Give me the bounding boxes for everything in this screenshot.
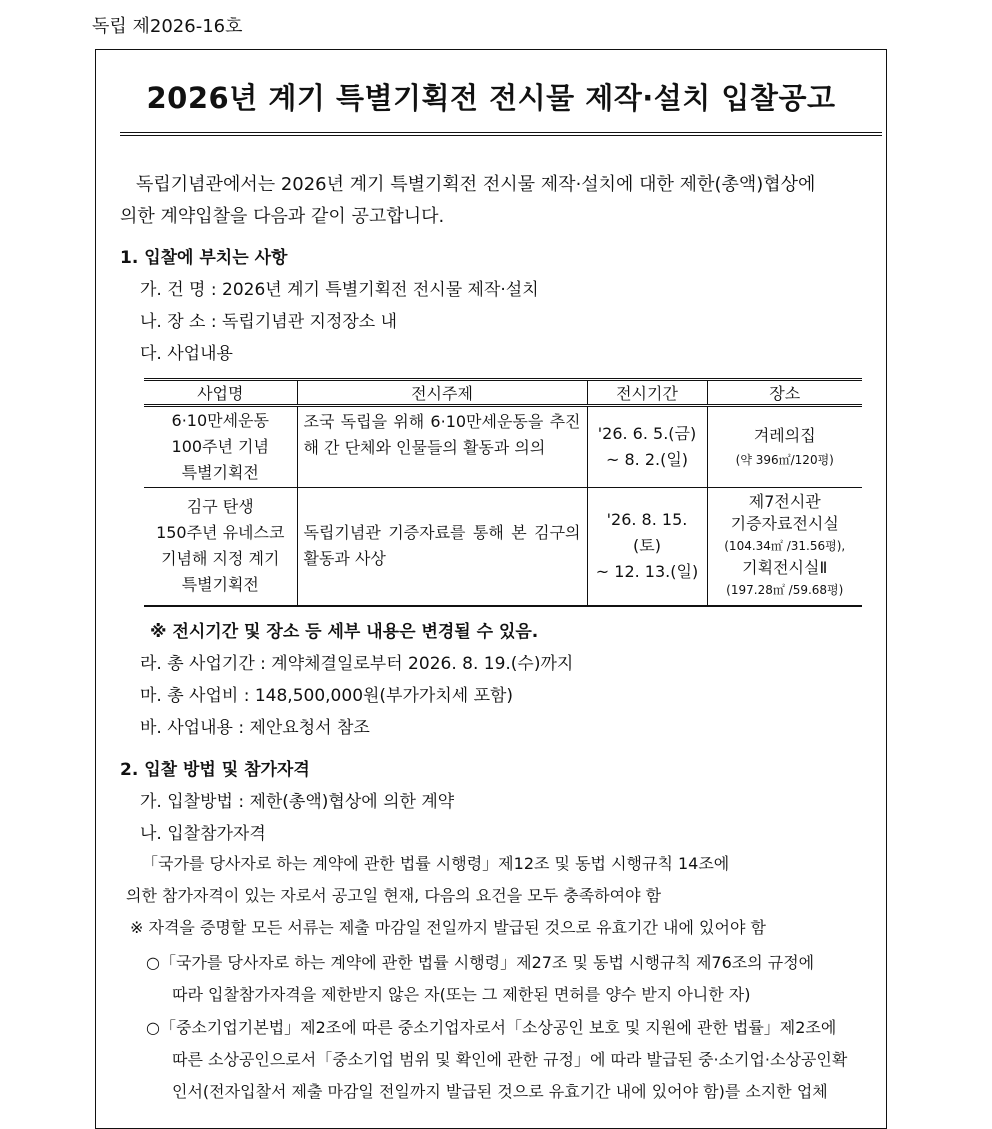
qualification-line-1: 「국가를 당사자로 하는 계약에 관한 법률 시행령」제12조 및 동법 시행규칙 14조에 — [142, 854, 730, 873]
item-location: 나. 장 소 : 독립기념관 지정장소 내 — [140, 312, 398, 332]
row2-theme: 독립기념관 기증자료를 통해 본 김구의 활동과 사상 — [297, 488, 587, 606]
item-bid-method: 가. 입찰방법 : 제한(총액)협상에 의한 계약 — [140, 792, 455, 812]
item-scope: 다. 사업내용 — [140, 344, 233, 364]
header-period: 전시기간 — [587, 380, 707, 406]
table-note: ※ 전시기간 및 장소 등 세부 내용은 변경될 수 있음. — [150, 622, 539, 642]
item-qualification: 나. 입찰참가자격 — [140, 824, 266, 844]
row2-place-line3: 기획전시실Ⅱ — [742, 558, 828, 578]
row2-place-line1: 제7전시관 — [748, 492, 821, 512]
section-2-heading: 2. 입찰 방법 및 참가자격 — [120, 760, 310, 780]
row2-period: '26. 8. 15.(토) ~ 12. 13.(일) — [587, 488, 707, 606]
row1-place-area: (약 396㎡/120평) — [735, 453, 834, 467]
table-header-row — [144, 380, 862, 406]
item-budget: 마. 총 사업비 : 148,500,000원(부가가치세 포함) — [140, 686, 514, 706]
row2-place-area1: (104.34㎡ /31.56평), — [724, 539, 846, 554]
qualification-note: ※ 자격을 증명할 모든 서류는 제출 마감일 전일까지 발급된 것으로 유효기간 내에 있어야 함 — [130, 918, 766, 937]
bullet-2-line-1: ○「중소기업기본법」제2조에 따른 중소기업자로서「소상공인 보호 및 지원에 관한 법률」제2조에 — [146, 1018, 837, 1037]
section-1-heading: 1. 입찰에 부치는 사항 — [120, 248, 288, 268]
header-project: 사업명 — [144, 380, 297, 406]
header-place: 장소 — [707, 380, 862, 406]
row2-place-area2: (197.28㎡ /59.68평) — [726, 583, 844, 598]
item-period: 라. 총 사업기간 : 계약체결일로부터 2026. 8. 19.(수)까지 — [140, 654, 574, 674]
intro-line-1: 독립기념관에서는 2026년 계기 특별기획전 전시물 제작·설치에 대한 제한(총액)협상에 — [136, 174, 816, 195]
bullet-2-line-3: 인서(전자입찰서 제출 마감일 전일까지 발급된 것으로 유효기간 내에 있어야 함)를 소지한 업체 — [172, 1082, 828, 1101]
intro-line-2: 의한 계약입찰을 다음과 같이 공고합니다. — [120, 206, 445, 227]
bullet-1-line-1: ○「국가를 당사자로 하는 계약에 관한 법률 시행령」제27조 및 동법 시행규칙 제76조의 규정에 — [146, 953, 815, 972]
title-divider — [120, 132, 882, 136]
row1-place — [707, 406, 862, 488]
row1-theme: 조국 독립을 위해 6·10만세운동을 추진해 간 단체와 인물들의 활동과 의의 — [297, 406, 587, 488]
row1-name: 6·10만세운동 100주년 기념 특별기획전 — [144, 406, 297, 488]
row1-period: '26. 6. 5.(금) ~ 8. 2.(일) — [587, 406, 707, 488]
row2-place — [707, 488, 862, 606]
row1-place-name: 겨레의집 — [753, 426, 816, 445]
exhibition-table — [144, 378, 862, 607]
table-row — [144, 406, 862, 488]
bullet-1-line-2: 따라 입찰참가자격을 제한받지 않은 자(또는 그 제한된 면허를 양수 받지 아니한 자) — [172, 985, 751, 1004]
row2-place-line2: 기증자료전시실 — [730, 514, 839, 534]
qualification-line-2: 의한 참가자격이 있는 자로서 공고일 현재, 다음의 요건을 모두 충족하여야 함 — [126, 886, 662, 905]
item-project-name: 가. 건 명 : 2026년 계기 특별기획전 전시물 제작·설치 — [140, 280, 539, 300]
row2-name: 김구 탄생 150주년 유네스코 기념해 지정 계기 특별기획전 — [144, 488, 297, 606]
item-reference: 바. 사업내용 : 제안요청서 참조 — [140, 718, 370, 738]
bullet-2-line-2: 따른 소상공인으로서「중소기업 범위 및 확인에 관한 규정」에 따라 발급된 중·소기업·소상공인확 — [172, 1050, 848, 1069]
header-theme: 전시주제 — [297, 380, 587, 406]
table-row — [144, 488, 862, 606]
document-number: 독립 제2026-16호 — [92, 16, 243, 37]
page-title: 2026년 계기 특별기획전 전시물 제작·설치 입찰공고 — [146, 81, 836, 115]
notice-frame — [95, 49, 887, 1129]
